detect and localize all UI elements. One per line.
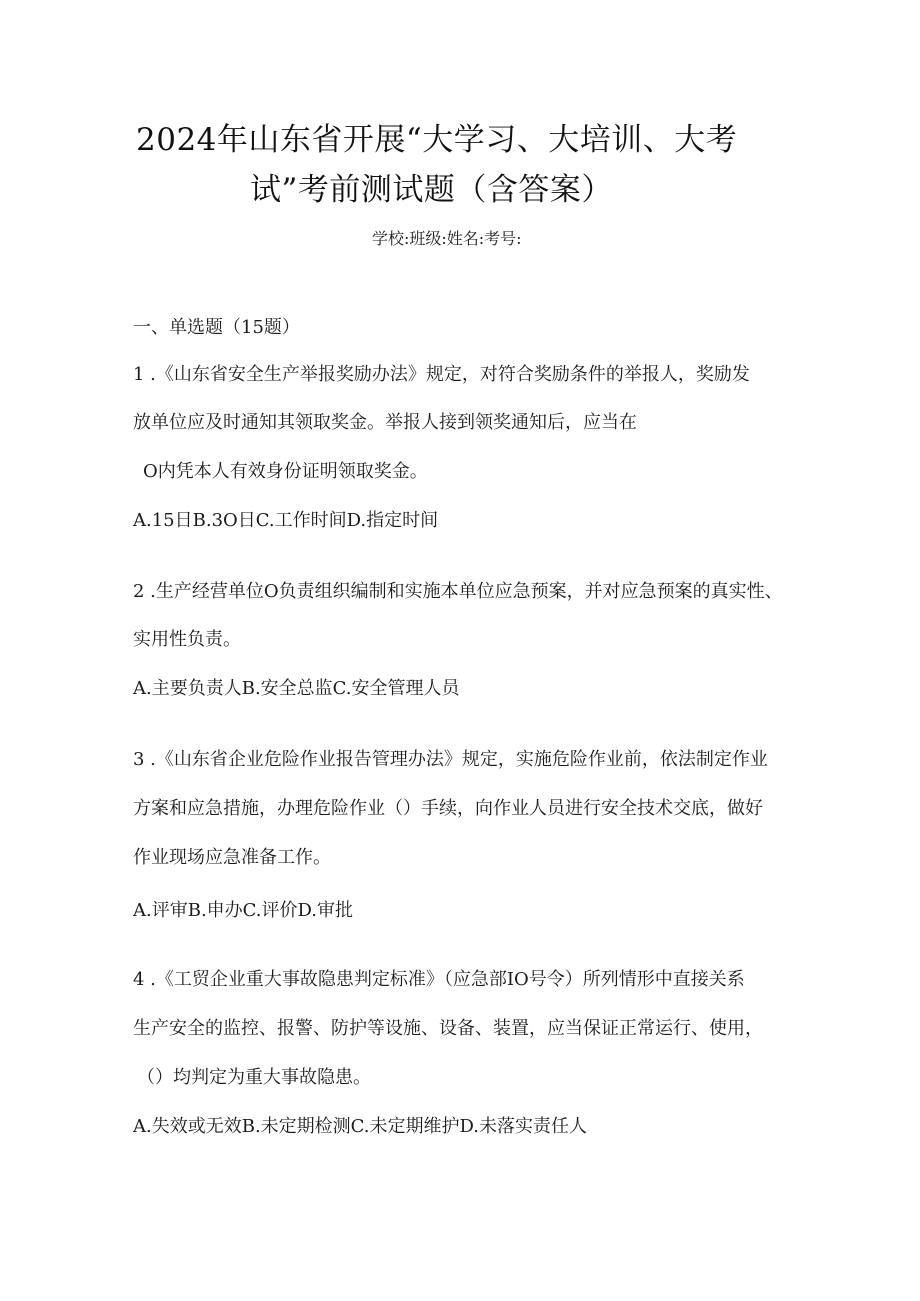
question-3-text-line-2: 方案和应急措施，办理危险作业（）手续，向作业人员进行安全技术交底，做好 [133, 798, 763, 819]
student-info: 学校:班级:姓名:考号: [372, 229, 522, 248]
question-4-text-line-3: （）均判定为重大事故隐患。 [137, 1067, 371, 1088]
question-1-text-line-3: O内凭本人有效身份证明领取奖金。 [143, 461, 428, 482]
question-3-text-line-3: 作业现场应急准备工作。 [133, 847, 331, 868]
question-2-text-line-1: 2 .生产经营单位O负责组织编制和实施本单位应急预案，并对应急预案的真实性、 [133, 581, 783, 602]
question-2-text-line-2: 实用性负责。 [133, 629, 241, 650]
document-title-line-1: 2024年山东省开展“大学习、大培训、大考 [136, 122, 738, 158]
document-title-line-2: 试”考前测试题（含答案） [250, 172, 613, 208]
question-4-options: A.失效或无效B.未定期检测C.未定期维护D.未落实责任人 [133, 1116, 588, 1137]
question-4-text-line-2: 生产安全的监控、报警、防护等设施、设备、装置，应当保证正常运行、使用， [133, 1018, 763, 1039]
section-heading: 一、单选题（15题） [133, 317, 300, 338]
question-3-options: A.评审B.申办C.评价D.审批 [133, 900, 354, 921]
question-2-options: A.主要负责人B.安全总监C.安全管理人员 [133, 678, 460, 699]
question-1-text-line-1: 1 .《山东省安全生产举报奖励办法》规定，对符合奖励条件的举报人，奖励发 [133, 364, 750, 385]
question-3-text-line-1: 3 .《山东省企业危险作业报告管理办法》规定，实施危险作业前，依法制定作业 [133, 749, 768, 770]
question-4-text-line-1: 4 .《工贸企业重大事故隐患判定标准》（应急部IO号令）所列情形中直接关系 [133, 969, 745, 990]
question-1-text-line-2: 放单位应及时通知其领取奖金。举报人接到领奖通知后，应当在 [133, 412, 637, 433]
question-1-options: A.15日B.3O日C.工作时间D.指定时间 [133, 510, 439, 531]
